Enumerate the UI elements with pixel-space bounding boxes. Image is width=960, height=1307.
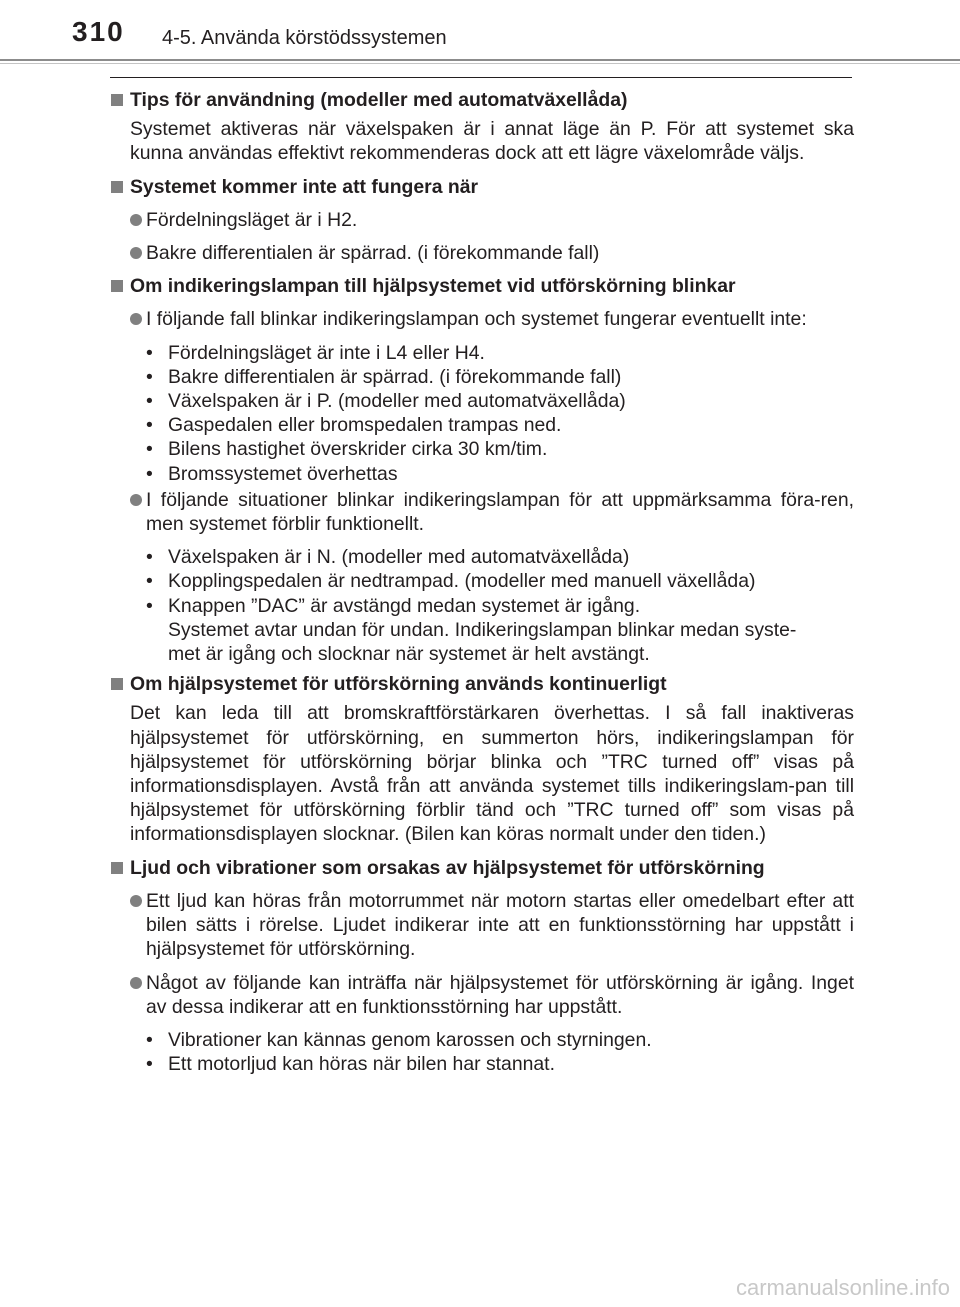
sub-list-item-note: met är igång och slocknar när systemet är helt avstängt. (168, 643, 650, 666)
list-item-text: I följande fall blinkar indikeringslampan och systemet fungerar eventuellt inte: (146, 308, 807, 331)
sub-list-item-text: • Knappen ”DAC” är avstängd medan systemet är igång. (168, 594, 641, 617)
section-paragraph: Systemet aktiveras när växelspaken är i annat läge än P. För att systemet ska kunna användas effektivt rekommenderas dock att ett lägre växelområde väljs. (130, 118, 854, 165)
section-heading (110, 274, 854, 298)
list-item (110, 488, 854, 536)
circle-bullet-icon (130, 214, 142, 226)
section-paragraph: Det kan leda till att bromskraftförstärkaren överhettas. I så fall inaktiveras hjälpsystemet för utförskörning, en summerton hörs, indikeringslampan för hjälpsystemet för utförskörning börjar blinka och ”TRC turned off” visas på informationsdisplayen. Avstå från att använda systemet tills indikeringslam-pan till hjälpsystemet för utförskörning förblir tänd och ”TRC turned off” som visas på informationsdisplayen slocknar. (Bilen kan köras normalt under den tiden.) (130, 702, 854, 846)
content-top-rule (110, 77, 852, 78)
section-heading (110, 88, 854, 112)
square-bullet-icon (111, 94, 123, 106)
sub-list-item (146, 594, 854, 667)
square-bullet-icon (111, 862, 123, 874)
circle-bullet-icon (130, 247, 142, 259)
square-bullet-icon (111, 678, 123, 690)
sub-list (110, 341, 854, 486)
list-item (110, 307, 854, 331)
page-header (0, 0, 960, 60)
section-heading (110, 175, 854, 199)
sub-list-item-note: Systemet avtar undan för undan. Indikeringslampan blinkar medan syste- (168, 618, 797, 641)
list-item (110, 971, 854, 1019)
page-number: 310 (72, 16, 125, 47)
circle-bullet-icon (130, 977, 142, 989)
section-heading (110, 672, 854, 696)
watermark: carmanualsonline.info (735, 1275, 950, 1300)
sub-list-item: • Växelspaken är i P. (modeller med automatväxellåda) (146, 389, 854, 413)
circle-bullet-icon (130, 494, 142, 506)
sub-list-item: • Bilens hastighet överskrider cirka 30 km/tim. (146, 437, 854, 461)
list-item-text: I följande situationer blinkar indikeringslampan för att uppmärksamma föra-ren, men systemet förblir funktionellt. (146, 488, 854, 536)
list-item-text: Fördelningsläget är i H2. (146, 208, 358, 231)
section-heading-text: Om indikeringslampan till hjälpsystemet vid utförskörning blinkar (130, 275, 736, 298)
header-divider (0, 59, 960, 61)
sub-list-item: • Vibrationer kan kännas genom karossen och styrningen. (146, 1028, 854, 1052)
list-item-text: Bakre differentialen är spärrad. (i förekommande fall) (146, 242, 600, 265)
sub-list (110, 1028, 854, 1076)
sub-list-item: • Bakre differentialen är spärrad. (i förekommande fall) (146, 365, 854, 389)
list-item-text: Något av följande kan inträffa när hjälpsystemet för utförskörning är igång. Inget av dessa indikerar att en funktionsstörning har uppstått. (146, 971, 854, 1018)
circle-bullet-icon (130, 895, 142, 907)
sub-list-item: • Ett motorljud kan höras när bilen har stannat. (146, 1052, 854, 1076)
header-divider-thin (0, 63, 960, 64)
section-heading-text: Tips för användning (modeller med automatväxellåda) (130, 89, 628, 111)
section-heading (110, 856, 854, 880)
section-heading-text: Ljud och vibrationer som orsakas av hjälpsystemet för utförskörning (130, 856, 765, 879)
section-heading-text: Systemet kommer inte att fungera när (130, 175, 479, 198)
section-heading-text: Om hjälpsystemet för utförskörning används kontinuerligt (130, 673, 667, 696)
sub-list (110, 545, 854, 666)
list-item-text: Ett ljud kan höras från motorrummet när motorn startas eller omedelbart efter att bilen sätts i rörelse. Ljudet indikerar inte att en funktionsstörning har uppstått i hjälpsystemet för utförskörning. (146, 889, 854, 961)
list-item (110, 241, 854, 265)
chapter-title: 4-5. Använda körstödssystemen (162, 27, 447, 49)
sub-list-item: • Gaspedalen eller bromspedalen trampas ned. (146, 413, 854, 437)
list-item (110, 208, 854, 232)
square-bullet-icon (111, 280, 123, 292)
sub-list-item: • Växelspaken är i N. (modeller med automatväxellåda) (146, 545, 854, 569)
sub-list-item: • Bromssystemet överhettas (146, 462, 854, 486)
circle-bullet-icon (130, 313, 142, 325)
sub-list-item: • Fördelningsläget är inte i L4 eller H4. (146, 341, 854, 365)
square-bullet-icon (111, 181, 123, 193)
list-item (110, 889, 854, 962)
page-content (110, 88, 854, 1076)
sub-list-item: • Kopplingspedalen är nedtrampad. (modeller med manuell växellåda) (146, 569, 854, 593)
